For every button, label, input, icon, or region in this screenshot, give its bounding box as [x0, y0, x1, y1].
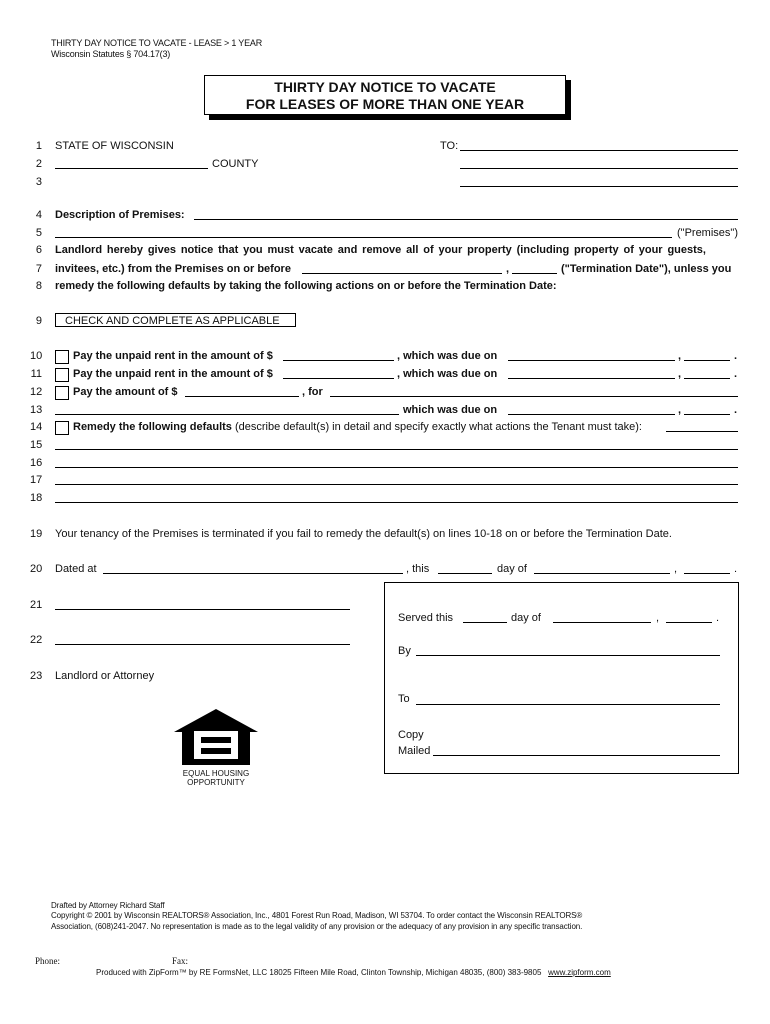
service-record-box [384, 582, 739, 774]
pay-rent-label-1: Pay the unpaid rent in the amount of $ [73, 350, 273, 362]
notice-line-7: invitees, etc.) from the Premises on or before [55, 263, 291, 275]
copyright-text: Copyright © 2001 by Wisconsin REALTORS® Association, Inc., 4801 Forest Run Road, Madison, WI 53704. To order contact the Wisconsin REALTORS® [51, 911, 583, 920]
this-label: , this [406, 563, 430, 575]
served-to-label: To [398, 693, 410, 705]
rent-amount-field-1[interactable] [283, 360, 394, 361]
form-code-title: THIRTY DAY NOTICE TO VACATE - LEASE > 1 YEAR [51, 38, 263, 48]
tenancy-terminated-text: Your tenancy of the Premises is terminated if you fail to remedy the default(s) on lines 10-18 on or before the Termination Date. [55, 528, 672, 540]
zipform-link[interactable]: www.zipform.com [548, 968, 611, 977]
period: . [734, 563, 738, 575]
for-label: , for [302, 386, 323, 398]
to-label: TO: [440, 140, 459, 152]
association-text: Association, (608)241-2047. No representation is made as to the legal validity of any provision or the adequacy of any provision in any specific transaction. [51, 922, 583, 931]
line-number: 21 [30, 599, 43, 611]
comma: , [678, 350, 682, 362]
vacate-date-field[interactable] [302, 273, 502, 274]
comma: , [674, 563, 678, 575]
dated-at-label: Dated at [55, 563, 97, 575]
month-field[interactable] [534, 573, 670, 574]
line-number: 15 [30, 439, 43, 451]
served-to-field[interactable] [416, 704, 720, 705]
due-year-field-1[interactable] [684, 360, 730, 361]
signature-line-22[interactable] [55, 644, 350, 645]
year-field[interactable] [684, 573, 730, 574]
line-number: 16 [30, 457, 43, 469]
pay-rent-checkbox-2[interactable] [55, 368, 69, 382]
due-year-field-3[interactable] [684, 414, 730, 415]
due-date-field-3[interactable] [508, 414, 675, 415]
served-year-field[interactable] [666, 622, 712, 623]
dated-at-field[interactable] [103, 573, 403, 574]
line-number: 10 [30, 350, 43, 362]
period: . [716, 612, 720, 624]
line-number: 14 [30, 421, 43, 433]
description-field-1[interactable] [194, 219, 738, 220]
fax-label: Fax: [172, 956, 189, 966]
line-number: 18 [30, 492, 43, 504]
rent-amount-field-2[interactable] [283, 378, 394, 379]
landlord-or-attorney-label: Landlord or Attorney [55, 670, 155, 682]
title-box [204, 75, 566, 115]
title-line-2: FOR LEASES OF MORE THAN ONE YEAR [245, 96, 525, 112]
which-due-label-1: , which was due on [397, 350, 498, 362]
remedy-defaults-label [73, 421, 642, 433]
notice-line-8: remedy the following defaults by taking the following actions on or before the Termination Date: [55, 280, 557, 292]
line-number: 13 [30, 404, 43, 416]
pay-amount-checkbox[interactable] [55, 386, 69, 400]
notice-line-6: Landlord hereby gives notice that you must vacate and remove all of your property (including property of your guests, [55, 244, 706, 256]
line-number: 1 [35, 140, 42, 152]
remedy-description: (describe default(s) in detail and specify exactly what actions the Tenant must take): [234, 421, 642, 433]
description-field-2[interactable] [55, 237, 672, 238]
line-number: 4 [35, 209, 42, 221]
copy-label: Copy [398, 729, 424, 741]
for-field-continued[interactable] [55, 414, 399, 415]
remedy-field-16[interactable] [55, 467, 738, 468]
copy-mailed-field[interactable] [433, 755, 720, 756]
line-number: 11 [30, 368, 42, 380]
pay-amount-label: Pay the amount of $ [73, 386, 178, 398]
remedy-defaults-checkbox[interactable] [55, 421, 69, 435]
for-field[interactable] [330, 396, 738, 397]
due-year-field-2[interactable] [684, 378, 730, 379]
line-number: 23 [30, 670, 43, 682]
day-field[interactable] [438, 573, 492, 574]
drafted-by: Drafted by Attorney Richard Staff [51, 901, 165, 910]
served-by-field[interactable] [416, 655, 720, 656]
statute-reference: Wisconsin Statutes § 704.17(3) [51, 49, 171, 59]
served-by-label: By [398, 645, 411, 657]
served-day-of-label: day of [511, 612, 541, 624]
which-due-label-3: which was due on [403, 404, 498, 416]
pay-rent-label-2: Pay the unpaid rent in the amount of $ [73, 368, 273, 380]
line-number: 19 [30, 528, 43, 540]
line-number: 6 [35, 244, 42, 256]
line-number: 22 [30, 634, 43, 646]
day-of-label: day of [497, 563, 527, 575]
served-this-label: Served this [398, 612, 454, 624]
line-number: 7 [35, 263, 42, 275]
to-field-line-3[interactable] [460, 186, 738, 187]
county-field[interactable] [55, 168, 208, 169]
comma: , [656, 612, 660, 624]
county-label: COUNTY [212, 158, 259, 170]
line-number: 2 [35, 158, 42, 170]
period: . [734, 368, 738, 380]
line-number: 17 [30, 474, 43, 486]
line-number: 5 [35, 227, 42, 239]
due-date-field-1[interactable] [508, 360, 675, 361]
line-number: 3 [35, 176, 42, 188]
line-number: 8 [35, 280, 42, 292]
comma: , [678, 368, 682, 380]
check-complete-banner: CHECK AND COMPLETE AS APPLICABLE [55, 313, 296, 327]
due-date-field-2[interactable] [508, 378, 675, 379]
equal-housing-line-2: OPPORTUNITY [187, 778, 245, 787]
amount-field[interactable] [185, 396, 299, 397]
period: . [734, 404, 738, 416]
premises-suffix: ("Premises") [677, 227, 738, 239]
produced-by: Produced with ZipForm™ by RE FormsNet, LLC 18025 Fifteen Mile Road, Clinton Township, Michigan 48035, (800) 383-9805 [96, 968, 542, 977]
produced-with-text [96, 968, 611, 977]
phone-label: Phone: [35, 956, 61, 966]
line-number: 12 [30, 386, 43, 398]
termination-date-text: ("Termination Date"), unless you [561, 263, 732, 275]
remedy-field-18[interactable] [55, 502, 738, 503]
vacate-year-field[interactable] [512, 273, 557, 274]
remedy-bold: Remedy the following defaults [73, 421, 232, 433]
to-field-line-2[interactable] [460, 168, 738, 169]
remedy-field-14[interactable] [666, 431, 738, 432]
remedy-field-17[interactable] [55, 484, 738, 485]
remedy-field-15[interactable] [55, 449, 738, 450]
comma: , [506, 263, 510, 275]
equal-housing-opportunity-icon [172, 707, 260, 767]
line-number: 9 [35, 315, 42, 327]
description-label: Description of Premises: [55, 209, 185, 221]
signature-line-21[interactable] [55, 609, 350, 610]
comma: , [678, 404, 682, 416]
line-number: 20 [30, 563, 43, 575]
which-due-label-2: , which was due on [397, 368, 498, 380]
mailed-label: Mailed [398, 745, 431, 757]
served-month-field[interactable] [553, 622, 651, 623]
to-field-line-1[interactable] [460, 150, 738, 151]
pay-rent-checkbox-1[interactable] [55, 350, 69, 364]
equal-housing-line-1: EQUAL HOUSING [182, 769, 250, 778]
equal-housing-text [178, 769, 254, 787]
served-day-field[interactable] [463, 622, 507, 623]
title-line-1: THIRTY DAY NOTICE TO VACATE [274, 79, 496, 95]
state-label: STATE OF WISCONSIN [55, 140, 174, 152]
period: . [734, 350, 738, 362]
